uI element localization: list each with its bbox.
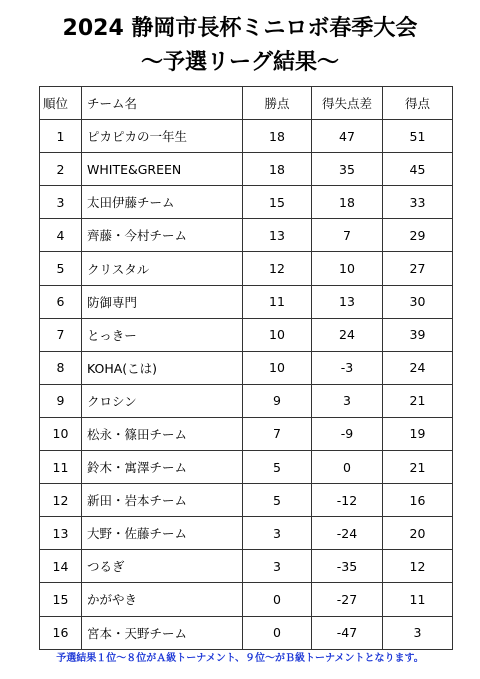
cell-goal-diff: 47 [312,120,383,153]
table-row [40,384,453,417]
cell-team: 宮本・天野チーム [82,616,243,649]
cell-score: 29 [383,219,453,252]
cell-score: 21 [383,451,453,484]
cell-points: 5 [243,451,312,484]
cell-points: 7 [243,417,312,450]
cell-team: WHITE&GREEN [82,153,243,186]
cell-score: 30 [383,285,453,318]
table-row [40,219,453,252]
results-body [40,120,453,650]
header-rank: 順位 [40,87,82,120]
header-team: チーム名 [82,87,243,120]
cell-score: 11 [383,583,453,616]
cell-points: 13 [243,219,312,252]
cell-team: 新田・岩本チーム [82,484,243,517]
table-row [40,153,453,186]
footnote: 予選結果１位～８位がＡ級トーナメント、９位～がＢ級トーナメントとなります。 [56,653,424,664]
header-goal-diff: 得失点差 [312,87,383,120]
cell-score: 16 [383,484,453,517]
table-row [40,318,453,351]
cell-goal-diff: 18 [312,186,383,219]
cell-points: 18 [243,153,312,186]
cell-points: 11 [243,285,312,318]
cell-team: ピカピカの一年生 [82,120,243,153]
cell-team: かがやき [82,583,243,616]
cell-goal-diff: 24 [312,318,383,351]
cell-rank: 7 [40,318,82,351]
cell-goal-diff: -12 [312,484,383,517]
cell-rank: 2 [40,153,82,186]
cell-team: クリスタル [82,252,243,285]
cell-team: 太田伊藤チーム [82,186,243,219]
cell-score: 33 [383,186,453,219]
table-row [40,484,453,517]
cell-points: 5 [243,484,312,517]
cell-points: 18 [243,120,312,153]
header-points: 勝点 [243,87,312,120]
cell-points: 3 [243,517,312,550]
cell-points: 3 [243,550,312,583]
cell-points: 12 [243,252,312,285]
cell-team: 鈴木・寓澤チーム [82,451,243,484]
cell-goal-diff: 7 [312,219,383,252]
cell-goal-diff: -27 [312,583,383,616]
cell-score: 24 [383,351,453,384]
cell-rank: 1 [40,120,82,153]
cell-team: とっきー [82,318,243,351]
cell-score: 51 [383,120,453,153]
table-row [40,550,453,583]
table-row [40,583,453,616]
cell-rank: 5 [40,252,82,285]
cell-points: 9 [243,384,312,417]
cell-goal-diff: 3 [312,384,383,417]
cell-rank: 9 [40,384,82,417]
cell-team: クロシン [82,384,243,417]
table-row [40,186,453,219]
cell-goal-diff: -35 [312,550,383,583]
cell-score: 45 [383,153,453,186]
cell-points: 0 [243,583,312,616]
cell-points: 10 [243,351,312,384]
cell-rank: 10 [40,417,82,450]
cell-points: 0 [243,616,312,649]
cell-goal-diff: 13 [312,285,383,318]
cell-goal-diff: 10 [312,252,383,285]
cell-goal-diff: -9 [312,417,383,450]
table-row [40,120,453,153]
table-row [40,616,453,649]
cell-team: 齊藤・今村チーム [82,219,243,252]
page-title: 2024 静岡市長杯ミニロボ春季大会 [62,16,418,41]
cell-points: 10 [243,318,312,351]
cell-rank: 14 [40,550,82,583]
cell-team: 松永・篠田チーム [82,417,243,450]
cell-rank: 6 [40,285,82,318]
cell-rank: 12 [40,484,82,517]
cell-goal-diff: -24 [312,517,383,550]
table-row [40,517,453,550]
cell-goal-diff: 0 [312,451,383,484]
table-row [40,417,453,450]
cell-team: 防御専門 [82,285,243,318]
cell-team: 大野・佐藤チーム [82,517,243,550]
cell-rank: 8 [40,351,82,384]
table-row [40,252,453,285]
cell-rank: 15 [40,583,82,616]
table-row [40,351,453,384]
table-row [40,451,453,484]
cell-rank: 4 [40,219,82,252]
page-subtitle: ～予選リーグ結果～ [140,50,339,75]
table-row [40,285,453,318]
cell-goal-diff: -47 [312,616,383,649]
cell-score: 21 [383,384,453,417]
cell-rank: 16 [40,616,82,649]
cell-score: 27 [383,252,453,285]
cell-goal-diff: 35 [312,153,383,186]
cell-rank: 11 [40,451,82,484]
cell-points: 15 [243,186,312,219]
cell-score: 3 [383,616,453,649]
cell-score: 12 [383,550,453,583]
header-score: 得点 [383,87,453,120]
cell-team: KOHA(こは) [82,351,243,384]
cell-goal-diff: -3 [312,351,383,384]
cell-score: 39 [383,318,453,351]
cell-rank: 13 [40,517,82,550]
cell-team: つるぎ [82,550,243,583]
results-table [39,86,453,650]
cell-score: 19 [383,417,453,450]
cell-rank: 3 [40,186,82,219]
table-header-row [40,87,453,120]
cell-score: 20 [383,517,453,550]
